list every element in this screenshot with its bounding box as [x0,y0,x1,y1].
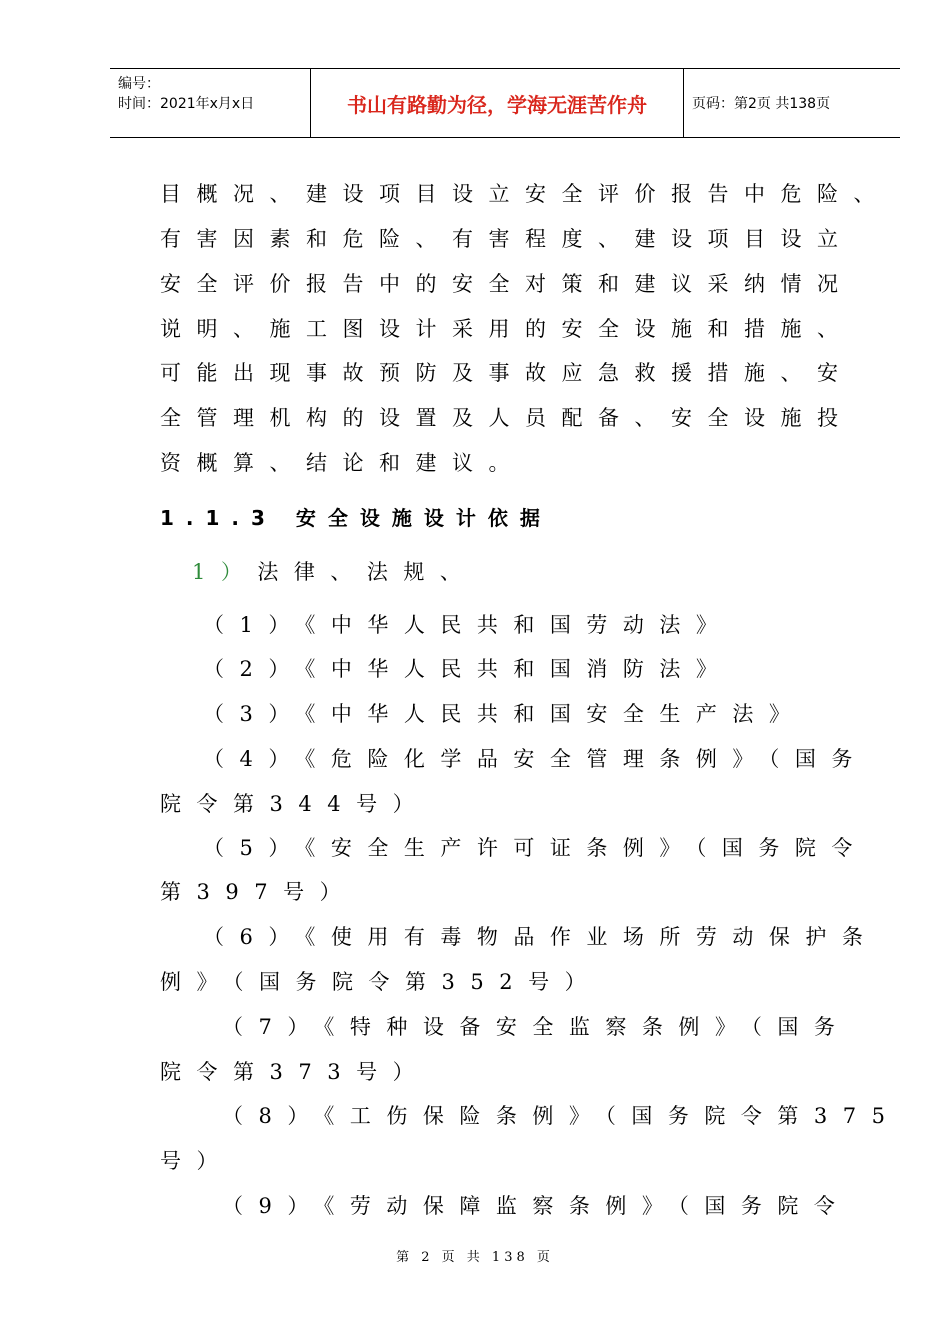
list-item: （4）《危险化学品安全管理条例》（国务 [203,747,868,771]
time-label: 时间：2021年x月x日 [118,96,255,112]
list-item: （5）《安全生产许可证条例》（国务院令 [203,836,868,860]
list-item: 例》（国务院令第352号） [160,970,602,994]
list-item: （9）《劳动保障监察条例》（国务院令 [222,1194,851,1218]
body-line: 资概算、结论和建议。 [160,451,525,475]
page-header [110,68,900,138]
body-line: 全管理机构的设置及人员配备、安全设施投 [160,406,854,430]
body-line: 有害因素和危险、有害程度、建设项目设立 [160,227,854,251]
page-footer: 第 2 页 共 138 页 [396,1250,554,1265]
subsection-text: 法律、法规、 [257,560,477,584]
body-line: 安全评价报告中的安全对策和建议采纳情况 [160,272,854,296]
list-item: 号） [160,1149,233,1173]
list-item: 第397号） [160,880,357,904]
list-item: （1）《中华人民共和国劳动法》 [203,613,733,637]
body-line: 可能出现事故预防及事故应急救援措施、安 [160,361,854,385]
header-motto: 书山有路勤为径，学海无涯苦作舟 [311,69,684,137]
body-line: 说明、施工图设计采用的安全设施和措施、 [160,317,854,341]
list-item: （6）《使用有毒物品作业场所劳动保护条 [203,925,879,949]
list-item: 院令第344号） [160,792,430,816]
number-label: 编号： [118,76,160,92]
subsection-line [192,556,476,586]
section-heading: 1.1.3 安全设施设计依据 [160,506,552,530]
list-item: （8）《工伤保险条例》（国务院令第375 [222,1104,901,1128]
page-code: 页码：第2页 共138页 [692,96,831,112]
list-item: （3）《中华人民共和国安全生产法》 [203,702,806,726]
list-item: （2）《中华人民共和国消防法》 [203,657,733,681]
subsection-number: 1） [192,560,258,584]
header-meta [110,69,311,137]
body-line: 目概况、建设项目设立安全评价报告中危险、 [160,182,890,206]
list-item: （7）《特种设备安全监察条例》（国务 [222,1015,851,1039]
list-item: 院令第373号） [160,1060,430,1084]
